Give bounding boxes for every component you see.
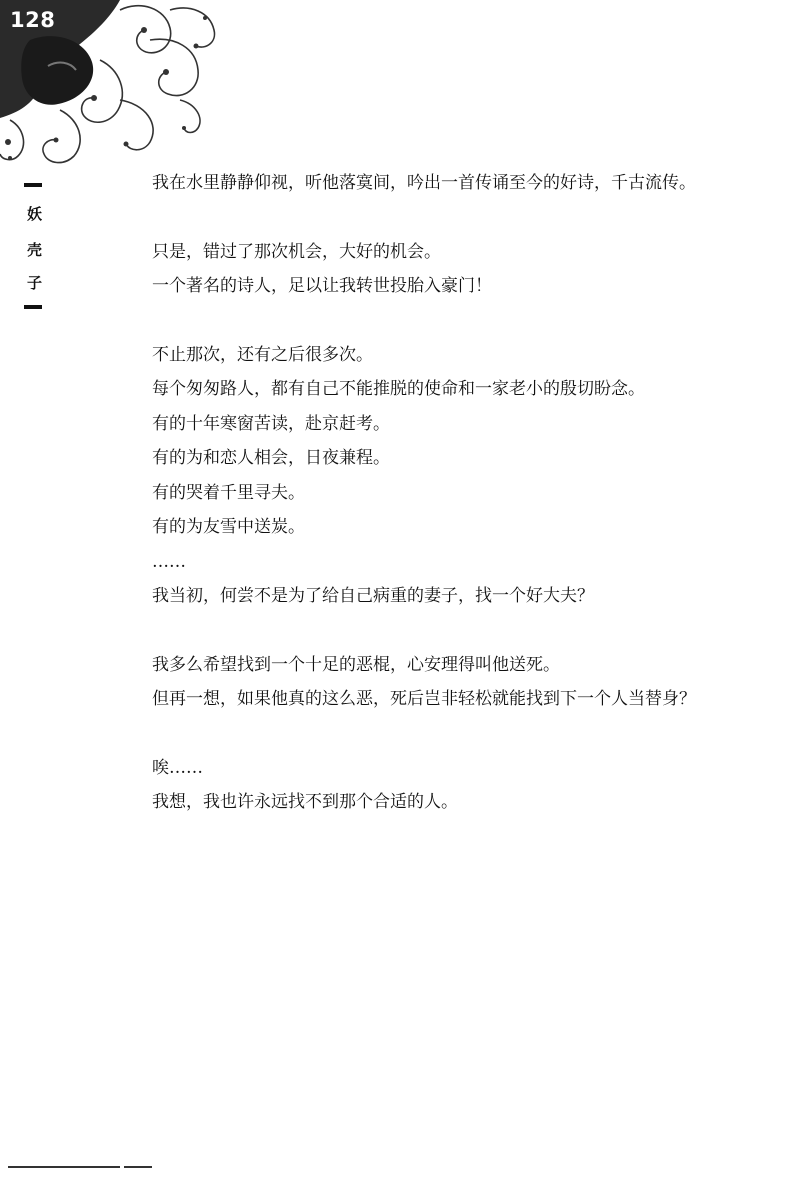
paragraph: 有的为和恋人相会，日夜兼程。 [152, 448, 390, 468]
paragraph: 一个著名的诗人，足以让我转世投胎入豪门！ [152, 276, 492, 296]
paragraph: 只是，错过了那次机会，大好的机会。 [152, 241, 441, 262]
paragraph-spacer [110, 614, 720, 648]
paragraph: 有的十年寒窗苦读，赴京赶考。 [152, 413, 390, 434]
paragraph: 唉…… [152, 757, 203, 778]
paragraph: …… [152, 551, 186, 572]
footer-rule [124, 1166, 152, 1168]
paragraph-spacer [110, 201, 720, 235]
paragraph: 我当初，何尝不是为了给自己病重的妻子，找一个好大夫？ [152, 586, 594, 606]
footer-rule [8, 1166, 120, 1168]
running-title-bracket-top [24, 183, 42, 187]
paragraph-spacer [110, 304, 720, 338]
paragraph: 我在水里静静仰视，听他落寞间，吟出一首传诵至今的好诗，千古流传。 [152, 173, 696, 193]
body-text [110, 166, 720, 820]
paragraph: 有的哭着千里寻夫。 [152, 482, 305, 503]
paragraph: 我想，我也许永远找不到那个合适的人。 [152, 792, 458, 812]
paragraph: 每个匆匆路人，都有自己不能推脱的使命和一家老小的殷切盼念。 [152, 379, 645, 399]
running-title-char: 子 [27, 274, 43, 292]
running-title-char: 妖 [27, 205, 43, 223]
paragraph: 有的为友雪中送炭。 [152, 517, 305, 537]
paragraph: 不止那次，还有之后很多次。 [152, 344, 373, 365]
corner-ornament [0, 0, 230, 170]
page-number: 128 [10, 8, 56, 32]
running-title-bracket-bottom [24, 305, 42, 309]
paragraph-spacer [110, 717, 720, 751]
paragraph: 但再一想，如果他真的这么恶，死后岂非轻松就能找到下一个人当替身？ [152, 689, 696, 709]
paragraph: 我多么希望找到一个十足的恶棍，心安理得叫他送死。 [152, 654, 560, 675]
running-title-char: 壳 [27, 241, 43, 259]
